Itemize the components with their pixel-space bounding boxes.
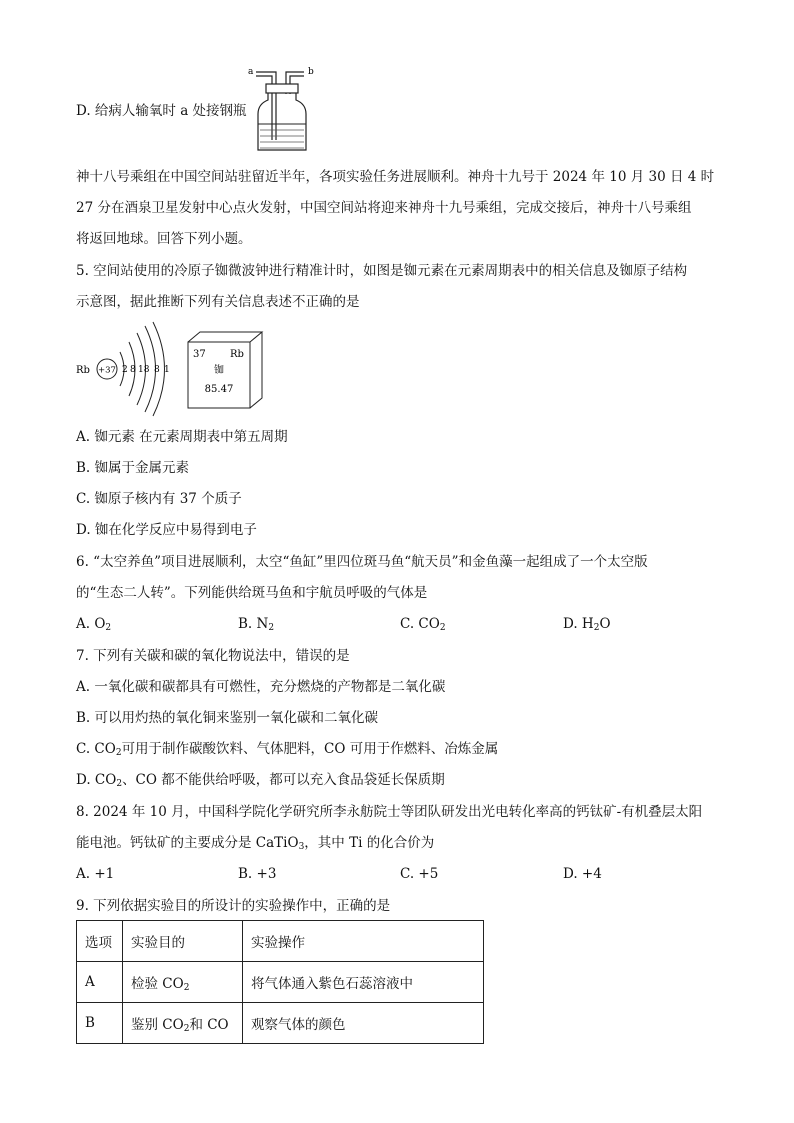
gas-washing-bottle-diagram: [246, 62, 318, 154]
atomic-number: 37: [193, 349, 206, 360]
q5-stem-line-1: 5. 空间站使用的冷原子铷微波钟进行精准计时，如图是铷元素在元素周期表中的相关信息及铷原子结构: [76, 263, 688, 279]
q8-stem-line-1: 8. 2024 年 10 月，中国科学院化学研究所李永舫院士等团队研发出光电转化率高的钙钛矿-有机叠层太阳: [76, 804, 703, 820]
q8-option-d: D. +4: [563, 866, 602, 882]
row-b-operation: 观察气体的颜色: [243, 1003, 484, 1044]
shell-5-electrons: 1: [164, 365, 170, 375]
label-b: b: [308, 67, 314, 77]
shell-3-electrons: 18: [138, 365, 150, 375]
row-b-goal: 鉴别 $CO_2$和 CO: [123, 1003, 243, 1044]
q7-option-a: A. 一氧化碳和碳都具有可燃性，充分燃烧的产物都是二氧化碳: [76, 679, 446, 695]
q8-option-a: A. +1: [76, 866, 115, 882]
q7-option-c: C. $CO_2$可用于制作碳酸饮料、气体肥料，CO 可用于作燃料、冶炼金属: [76, 741, 499, 758]
q8-stem-line-2: 能电池。钙钛矿的主要成分是 CaTiO$_3$，其中 Ti 的化合价为: [76, 835, 435, 852]
q6-option-d: D. $H_2O$: [563, 616, 611, 633]
atomic-mass: 85.47: [204, 384, 234, 395]
label-a: a: [248, 67, 254, 77]
q5-option-c: C. 铷原子核内有 37 个质子: [76, 491, 242, 507]
q5-option-a: A. 铷元素 在元素周期表中第五周期: [76, 429, 288, 445]
passage-line-1: 神十八号乘组在中国空间站驻留近半年，各项实验任务进展顺利。神舟十九号于 2024 年 10 月 30 日 4 时: [76, 169, 715, 185]
q6-option-c: C. $CO_2$: [400, 616, 446, 633]
header-goal: 实验目的: [123, 921, 243, 962]
nucleus-charge: +37: [98, 365, 116, 376]
q9-stem: 9. 下列依据实验目的所设计的实验操作中，正确的是: [76, 898, 391, 914]
row-a-operation: 将气体通入紫色石蕊溶液中: [243, 962, 484, 1003]
row-a-option: A: [77, 962, 123, 1003]
shell-4-electrons: 8: [154, 365, 160, 375]
passage-line-2: 27 分在酒泉卫星发射中心点火发射，中国空间站将迎来神舟十九号乘组，完成交接后，神舟十八号乘组: [76, 200, 692, 216]
q6-option-a: A. $O_2$: [76, 616, 112, 633]
q5-stem-line-2: 示意图，据此推断下列有关信息表述不正确的是: [76, 294, 360, 310]
q6-option-b: B. $N_2$: [238, 616, 275, 633]
row-a-goal: 检验 $CO_2$: [123, 962, 243, 1003]
q5-option-d: D. 铷在化学反应中易得到电子: [76, 522, 257, 538]
table-header-row: [77, 921, 484, 962]
q7-stem: 7. 下列有关碳和碳的氧化物说法中，错误的是: [76, 648, 350, 664]
q5-option-b: B. 铷属于金属元素: [76, 460, 190, 476]
row-b-option: B: [77, 1003, 123, 1044]
table-row: [77, 1003, 484, 1044]
q7-option-b: B. 可以用灼热的氧化铜来鉴别一氧化碳和二氧化碳: [76, 710, 379, 726]
header-operation: 实验操作: [243, 921, 484, 962]
q8-option-c: C. +5: [400, 866, 439, 882]
shell-1-electrons: 2: [122, 365, 128, 375]
q6-stem-line-1: 6. “太空养鱼”项目进展顺利，太空“鱼缸”里四位斑马鱼“航天员”和金鱼藻一起组成了一个太空版: [76, 554, 648, 570]
q4-option-d: D. 给病人输氧时 a 处接钢瓶: [76, 103, 247, 119]
shell-2-electrons: 8: [130, 365, 136, 375]
q9-options-table: [76, 920, 484, 1044]
q8-option-b: B. +3: [238, 866, 277, 882]
passage-line-3: 将返回地球。回答下列小题。: [76, 231, 252, 247]
periodic-table-cell: [186, 330, 266, 412]
table-row: [77, 962, 484, 1003]
element-name: 铷: [214, 365, 224, 376]
q6-stem-line-2: 的“生态二人转”。下列能供给斑马鱼和宇航员呼吸的气体是: [76, 585, 428, 601]
element-symbol: Rb: [230, 349, 244, 360]
q7-option-d: D. $CO_2$、CO 都不能供给呼吸，都可以充入食品袋延长保质期: [76, 772, 445, 789]
header-option: 选项: [77, 921, 123, 962]
atom-symbol: Rb: [76, 365, 90, 376]
rb-atomic-structure-diagram: [74, 320, 174, 420]
